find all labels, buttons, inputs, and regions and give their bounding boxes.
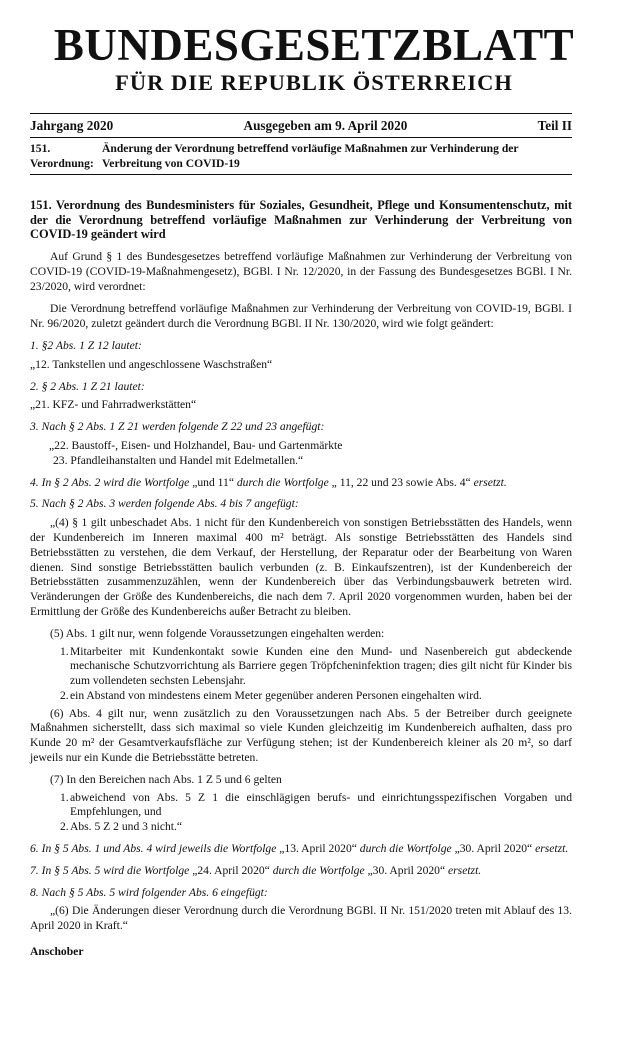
toc-row-1 — [30, 142, 572, 157]
list-item-number: 2. — [60, 688, 69, 702]
amendment-3-instruction: 3. Nach § 2 Abs. 1 Z 21 werden folgende Z 22 und 23 angefügt: — [30, 420, 325, 434]
list-item-text: ein Abstand von mindestens einem Meter gegenüber anderen Personen eingehalten wird. — [70, 688, 482, 702]
list-item-text: Mitarbeiter mit Kundenkontakt sowie Kunden eine den Mund- und Nasenbereich gut abdeckende mechanische Schutzvorrichtung als Barriere gegen Tröpfcheninfektion tragen; dies gilt nicht für Kinder bis zum vollendeten sechsten Lebensjahr. — [70, 644, 572, 688]
issue-part: Teil II — [537, 118, 572, 133]
amendment-6-new-phrase: „30. April 2020“ — [454, 842, 533, 856]
amendment-6-part-3: durch die Wortfolge — [356, 842, 455, 856]
list-item — [60, 689, 572, 704]
amendment-3-line-2: 23. Pfandleihanstalten und Handel mit Edelmetallen.“ — [53, 453, 304, 467]
masthead-subtitle: FÜR DIE REPUBLIK ÖSTERREICH — [115, 70, 513, 95]
masthead-title: BUNDESGESETZBLATT — [53, 20, 575, 70]
paragraph-abs-4: „(4) § 1 gilt unbeschadet Abs. 1 nicht für den Kundenbereich von sonstigen Betriebsstätten des Handels, wenn der Kundenbereich im Inneren maximal 400 m² beträgt. Als sonstige Betriebsstätten des Handels sind Betriebsstätten zu verstehen, die dem Verkauf, der Herstellung, der Reparatur oder der Bearbeitung von Waren dienen. Sind sonstige Betriebsstätten baulich verbunden (z. B. Einkaufszentren), ist der Kundenbereich der Betriebsstätten zusammenzuzählen, wenn der Kundenbereich über das Verbindungsbauwerk betreten wird. Veränderungen der Größe des Kundenbereichs, die nach dem 7. April 2020 vorgenommen wurden, haben bei der Ermittlung der Größe des Kundenbereichs außer Betracht zu bleiben. — [30, 516, 572, 618]
intro-paragraph: Die Verordnung betreffend vorläufige Maßnahmen zur Verhinderung der Verbreitung von COVID-19, BGBl. I Nr. 96/2020, zuletzt geändert durch die Verordnung BGBl. II Nr. 130/2020, wird wie folgt geändert: — [30, 302, 572, 331]
list-item — [60, 645, 572, 689]
amendment-7-instruction — [30, 864, 572, 879]
amendment-3-line-1: „22. Baustoff-, Eisen- und Holzhandel, Bau- und Gartenmärkte — [49, 438, 343, 452]
amendment-1-instruction: 1. §2 Abs. 1 Z 12 lautet: — [30, 338, 142, 352]
amendment-7-old-phrase: „24. April 2020“ — [192, 863, 270, 877]
toc-row-2 — [30, 157, 572, 172]
amendment-4-part-5: ersetzt. — [470, 475, 507, 489]
amendment-6-part-1: 6. In § 5 Abs. 1 und Abs. 4 wird jeweils die Wortfolge — [30, 842, 280, 856]
amendment-4-part-3: durch die Wortfolge — [233, 475, 332, 489]
table-of-contents — [30, 138, 572, 174]
issue-date: Ausgegeben am 9. April 2020 — [243, 118, 408, 133]
paragraph-abs-7: (7) In den Bereichen nach Abs. 1 Z 5 und 6 gelten — [50, 772, 282, 786]
amendment-4-old-phrase: „und 11“ — [192, 475, 234, 489]
signature: Anschober — [30, 945, 84, 959]
abs-5-list — [30, 645, 572, 704]
amendment-7-part-1: 7. In § 5 Abs. 5 wird die Wortfolge — [30, 863, 193, 877]
amendment-1-text: „12. Tankstellen und angeschlossene Waschstraßen“ — [30, 357, 273, 371]
toc-line-1: Änderung der Verordnung betreffend vorläufige Maßnahmen zur Verhinderung der — [102, 142, 519, 155]
paragraph-abs-6: (6) Abs. 4 gilt nur, wenn zusätzlich zu den Voraussetzungen nach Abs. 5 der Betreiber durch geeignete Maßnahmen sicherstellt, dass sich maximal so viele Kunden gleichzeitig im Kundenbereich aufhalten, dass pro Kunde 20 m² der Gesamtverkaufsfläche zur Verfügung stehen; ist der Kundenbereich kleiner als 20 m², so darf jeweils nur ein Kunde die Betriebsstätte betreten. — [30, 706, 572, 765]
amendment-8-instruction: 8. Nach § 5 Abs. 5 wird folgender Abs. 6 eingefügt: — [30, 885, 268, 899]
paragraph-abs-5: (5) Abs. 1 gilt nur, wenn folgende Voraussetzungen eingehalten werden: — [50, 626, 385, 640]
list-item-number: 1. — [60, 790, 69, 804]
amendment-7-new-phrase: „30. April 2020“ — [367, 863, 446, 877]
amendment-4-instruction — [30, 476, 572, 491]
bottom-rule — [30, 174, 572, 175]
amendment-6-part-5: ersetzt. — [532, 842, 569, 856]
ordinance-heading: 151. Verordnung des Bundesministers für Soziales, Gesundheit, Pflege und Konsumentenschutz, mit der die Verordnung betreffend vorläufige Maßnahmen zur Verhinderung der Verbreitung von COVID-19 geändert wird — [30, 198, 572, 242]
preamble: Auf Grund § 1 des Bundesgesetzes betreffend vorläufige Maßnahmen zur Verhinderung der Verbreitung von COVID-19 (COVID-19-Maßnahmengesetz), BGBl. I Nr. 12/2020, in der Fassung des Bundesgesetzes BGBl. I Nr. 23/2020, wird verordnet: — [30, 249, 572, 293]
abs-7-list — [30, 791, 572, 835]
amendment-7-part-5: ersetzt. — [445, 863, 482, 877]
list-item-number: 1. — [60, 644, 69, 658]
amendment-8-text: „(6) Die Änderungen dieser Verordnung durch die Verordnung BGBl. II Nr. 151/2020 treten mit Ablauf des 13. April 2020 in Kraft.“ — [30, 904, 572, 933]
amendment-7-part-3: durch die Wortfolge — [269, 863, 368, 877]
list-item — [60, 820, 572, 835]
toc-number: 151. — [30, 142, 51, 155]
list-item-text: abweichend von Abs. 5 Z 1 die einschlägigen berufs- und einrichtungsspezifischen Vorgaben und Empfehlungen, und — [70, 790, 572, 819]
amendment-4-new-phrase: „ 11, 22 und 23 sowie Abs. 4“ — [331, 475, 471, 489]
amendment-2-text: „21. KFZ- und Fahrradwerkstätten“ — [30, 398, 197, 412]
amendment-6-instruction — [30, 842, 572, 857]
amendment-5-instruction: 5. Nach § 2 Abs. 3 werden folgende Abs. 4 bis 7 angefügt: — [30, 497, 299, 511]
list-item-text: Abs. 5 Z 2 und 3 nicht.“ — [70, 820, 183, 834]
toc-label: Verordnung: — [30, 156, 94, 170]
list-item-number: 2. — [60, 820, 69, 834]
list-item — [60, 791, 572, 821]
amendment-4-part-1: 4. In § 2 Abs. 2 wird die Wortfolge — [30, 475, 193, 489]
amendment-6-old-phrase: „13. April 2020“ — [279, 842, 357, 856]
issue-line — [30, 114, 572, 137]
issue-year: Jahrgang 2020 — [30, 118, 114, 133]
toc-line-2: Verbreitung von COVID-19 — [102, 156, 240, 170]
amendment-2-instruction: 2. § 2 Abs. 1 Z 21 lautet: — [30, 379, 145, 393]
